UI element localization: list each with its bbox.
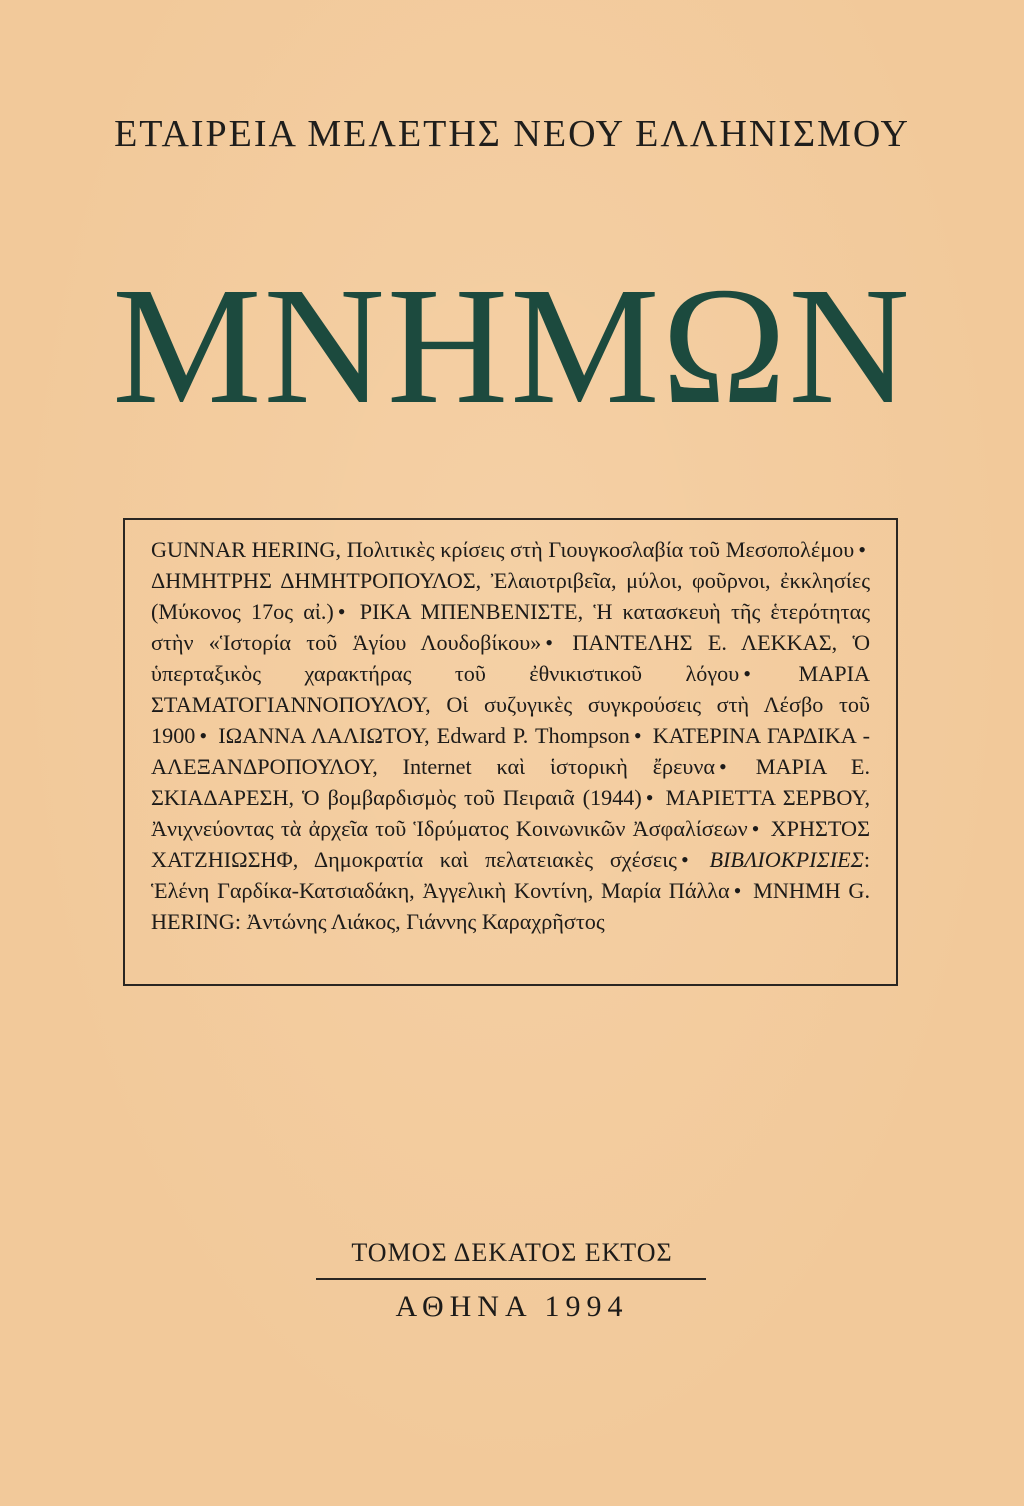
reviews-heading: ΒΙΒΛΙΟΚΡΙΣΙΕΣ — [709, 847, 864, 872]
volume-label: ΤΟΜΟΣ ΔΕΚΑΤΟΣ ΕΚΤΟΣ — [351, 1238, 673, 1267]
bullet-separator: • — [858, 537, 866, 562]
contents-box — [123, 518, 898, 986]
bullet-separator: • — [743, 661, 752, 686]
bullet-separator: • — [719, 754, 727, 779]
contents-title: Edward P. Thompson — [436, 723, 630, 748]
contents-title: Ὁ βομβαρδισμὸς τοῦ Πειραιᾶ (1944) — [302, 785, 642, 810]
contents-title: Ἐλαιοτριβεῖα, μύλοι, φοῦρνοι, ἐκκλησίες (Μύκονος 17ος αἰ.) — [151, 568, 871, 624]
contents-title: Ὁ ὑπερταξικὸς χαρακτήρας τοῦ ἐθνικιστικοῦ λόγου — [151, 630, 870, 686]
contents-author: ΜΑΡΙΑ ΣΤΑΜΑΤΟΓΙΑΝΝΟΠΟΥΛΟΥ — [151, 661, 870, 717]
contents-title: Ἑλένη Γαρδίκα-Κατσιαδάκη, Ἀγγελικὴ Κοντίνη, Μαρία Πάλλα — [151, 878, 730, 903]
bullet-separator: • — [680, 847, 689, 872]
contents-title: Οἱ συζυγικὲς συγκρούσεις στὴ Λέσβο τοῦ 1900 — [151, 692, 870, 748]
contents-list: GUNNAR HERING, Πολιτικὲς κρίσεις στὴ Γιουγκοσλαβία τοῦ Μεσοπολέμου • ΔΗΜΗΤΡΗΣ ΔΗΜΗΤΡΟΠΟΥΛΟΣ, Ἐλαιοτριβεῖα, μύλοι, φοῦρνοι, ἐκκλησίες (Μύκονος 17ος αἰ.) • ΡΙΚΑ ΜΠΕΝΒΕΝΙΣΤΕ, Ἡ κατασκευὴ τῆς ἑτερότητας στὴν «Ἱστορία τοῦ Ἁγίου Λουδοβίκου» • ΠΑΝΤΕΛΗΣ Ε. ΛΕΚΚΑΣ, Ὁ ὑπερταξικὸς χαρακτήρας τοῦ ἐθνικιστικοῦ λόγου • ΜΑΡΙΑ ΣΤΑΜΑΤΟΓΙΑΝΝΟΠΟΥΛΟΥ, Οἱ συζυγικὲς συγκρούσεις στὴ Λέσβο τοῦ 1900 • ΙΩΑΝΝΑ ΛΑΛΙΩΤΟΥ, Edward P. Thompson • ΚΑΤΕΡΙΝΑ ΓΑΡΔΙΚΑ - ΑΛΕΞΑΝΔΡΟΠΟΥΛΟΥ, Internet καὶ ἱστορικὴ ἔρευνα • ΜΑΡΙΑ Ε. ΣΚΙΑΔΑΡΕΣΗ, Ὁ βομβαρδισμὸς τοῦ Πειραιᾶ (1944) • ΜΑΡΙΕΤΤΑ ΣΕΡΒΟΥ, Ἀνιχνεύοντας τὰ ἀρχεῖα τοῦ Ἱδρύματος Κοινωνικῶν Ἀσφαλίσεων • ΧΡΗΣΤΟΣ ΧΑΤΖΗΙΩΣΗΦ, Δημοκρατία καὶ πελατειακὲς σχέσεις • ΒΙΒΛΙΟΚΡΙΣΙΕΣ: Ἑλένη Γαρδίκα-Κατσιαδάκη, Ἀγγελικὴ Κοντίνη, Μαρία Πάλλα • ΜΝΗΜΗ G. HERING: Ἀντώνης Λιάκος, Γιάννης Καραχρῆστος — [151, 537, 871, 934]
contents-author: ΠΑΝΤΕΛΗΣ Ε. ΛΕΚΚΑΣ — [572, 630, 832, 655]
contents-title: Ἀνιχνεύοντας τὰ ἀρχεῖα τοῦ Ἱδρύματος Κοινωνικῶν Ἀσφαλίσεων — [151, 816, 748, 841]
bullet-separator: • — [337, 599, 346, 624]
contents-author: ΚΑΤΕΡΙΝΑ ΓΑΡΔΙΚΑ - ΑΛΕΞΑΝΔΡΟΠΟΥΛΟΥ — [151, 723, 871, 779]
bullet-separator: • — [199, 723, 208, 748]
journal-title: ΜΝΗΜΩΝ — [112, 253, 912, 439]
contents-title: Internet καὶ ἱστορικὴ ἔρευνα — [402, 754, 716, 779]
contents-title: Ἀντώνης Λιάκος, Γιάννης Καραχρῆστος — [246, 909, 605, 934]
contents-title: Ἡ κατασκευὴ τῆς ἑτερότητας στὴν «Ἱστορία τοῦ Ἁγίου Λουδοβίκου» — [151, 599, 870, 655]
bullet-separator: • — [545, 630, 554, 655]
bullet-separator: • — [733, 878, 742, 903]
contents-author: ΜΑΡΙΕΤΤΑ ΣΕΡΒΟΥ — [665, 785, 865, 810]
contents-title: Δημοκρατία καὶ πελατειακὲς σχέσεις — [313, 847, 677, 872]
contents-author: ΜΑΡΙΑ Ε. ΣΚΙΑΔΑΡΕΣΗ — [151, 754, 871, 810]
contents-author: ΙΩΑΝΝΑ ΛΑΛΙΩΤΟΥ — [218, 723, 425, 748]
publisher-society: ΕΤΑΙΡΕΙΑ ΜΕΛΕΤΗΣ ΝΕΟΥ ΕΛΛΗΝΙΣΜΟΥ — [114, 113, 910, 155]
place-year: ΑΘΗΝΑ 1994 — [395, 1290, 629, 1323]
divider-rule — [316, 1278, 706, 1280]
bullet-separator: • — [751, 816, 760, 841]
contents-author: ΧΡΗΣΤΟΣ ΧΑΤΖΗΙΩΣΗΦ — [151, 816, 870, 872]
contents-author: ΡΙΚΑ ΜΠΕΝΒΕΝΙΣΤΕ — [359, 599, 578, 624]
contents-author: GUNNAR HERING — [151, 537, 336, 562]
contents-title: Πολιτικὲς κρίσεις στὴ Γιουγκοσλαβία τοῦ Μεσοπολέμου — [346, 537, 855, 562]
memorial-heading: ΜΝΗΜΗ G. HERING — [151, 878, 870, 934]
bullet-separator: • — [633, 723, 642, 748]
bullet-separator: • — [645, 785, 654, 810]
contents-author: ΔΗΜΗΤΡΗΣ ΔΗΜΗΤΡΟΠΟΥΛΟΣ — [151, 568, 476, 593]
